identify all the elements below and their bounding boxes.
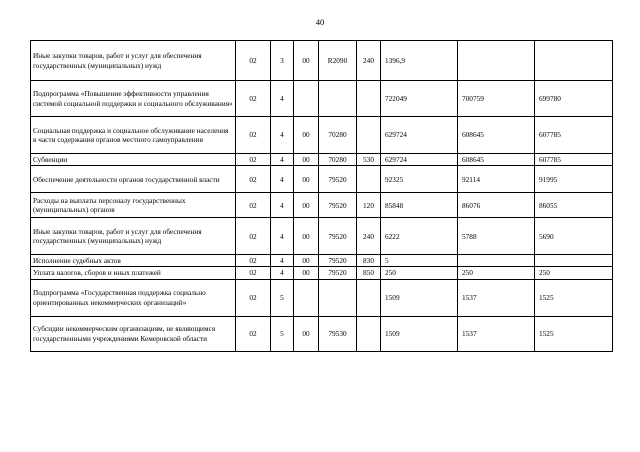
table-row <box>31 316 613 351</box>
amount-year-3: 607785 <box>535 154 613 166</box>
amount-year-2: 92114 <box>458 166 535 193</box>
amount-year-3: 699780 <box>535 81 613 117</box>
amount-year-1: 5 <box>381 255 458 267</box>
table-row <box>31 279 613 316</box>
amount-year-2 <box>458 255 535 267</box>
code-direction: 70280 <box>319 117 357 154</box>
code-expense-type: 830 <box>357 255 381 267</box>
amount-year-3: 91995 <box>535 166 613 193</box>
code-expense-type <box>357 81 381 117</box>
row-name: Иные закупки товаров, работ и услуг для обеспечения государственных (муниципальных) нужд <box>31 41 236 81</box>
amount-year-2: 86076 <box>458 193 535 218</box>
code-subprogram: 4 <box>271 154 294 166</box>
amount-year-3 <box>535 41 613 81</box>
code-expense-type <box>357 316 381 351</box>
code-expense-type: 530 <box>357 154 381 166</box>
amount-year-2: 250 <box>458 267 535 279</box>
code-direction: R2090 <box>319 41 357 81</box>
amount-year-3 <box>535 255 613 267</box>
code-main-event: 00 <box>294 41 319 81</box>
amount-year-3: 86055 <box>535 193 613 218</box>
row-name: Подпрограмма «Повышение эффективности управления системой социальной поддержки и социального обслуживания» <box>31 81 236 117</box>
code-section: 02 <box>236 218 271 255</box>
code-direction: 79520 <box>319 267 357 279</box>
code-expense-type <box>357 279 381 316</box>
amount-year-1: 722049 <box>381 81 458 117</box>
row-name: Уплата налогов, сборов и иных платежей <box>31 267 236 279</box>
row-name: Социальная поддержка и социальное обслуживание населения в части содержания органов местного самоуправления <box>31 117 236 154</box>
code-direction: 79520 <box>319 166 357 193</box>
code-section: 02 <box>236 279 271 316</box>
amount-year-2 <box>458 41 535 81</box>
amount-year-2: 700759 <box>458 81 535 117</box>
amount-year-1: 6222 <box>381 218 458 255</box>
code-section: 02 <box>236 166 271 193</box>
code-expense-type: 850 <box>357 267 381 279</box>
code-main-event <box>294 279 319 316</box>
code-section: 02 <box>236 154 271 166</box>
code-subprogram: 4 <box>271 81 294 117</box>
code-main-event: 00 <box>294 316 319 351</box>
code-expense-type <box>357 166 381 193</box>
table-row <box>31 267 613 279</box>
code-section: 02 <box>236 117 271 154</box>
amount-year-1: 92325 <box>381 166 458 193</box>
code-main-event <box>294 81 319 117</box>
code-direction <box>319 81 357 117</box>
code-subprogram: 5 <box>271 316 294 351</box>
table-row <box>31 255 613 267</box>
amount-year-1: 85848 <box>381 193 458 218</box>
amount-year-1: 250 <box>381 267 458 279</box>
code-main-event: 00 <box>294 166 319 193</box>
code-subprogram: 3 <box>271 41 294 81</box>
table-row <box>31 117 613 154</box>
table-row <box>31 41 613 81</box>
row-name: Исполнение судебных актов <box>31 255 236 267</box>
code-direction: 79520 <box>319 218 357 255</box>
row-name: Субвенции <box>31 154 236 166</box>
row-name: Подпрограмма «Государственная поддержка социально ориентированных некоммерческих организаций» <box>31 279 236 316</box>
table-row <box>31 154 613 166</box>
code-section: 02 <box>236 316 271 351</box>
code-main-event: 00 <box>294 154 319 166</box>
amount-year-3: 607785 <box>535 117 613 154</box>
amount-year-2: 1537 <box>458 279 535 316</box>
amount-year-1: 629724 <box>381 154 458 166</box>
amount-year-3: 250 <box>535 267 613 279</box>
amount-year-1: 1509 <box>381 316 458 351</box>
table-row <box>31 218 613 255</box>
code-subprogram: 4 <box>271 255 294 267</box>
row-name: Иные закупки товаров, работ и услуг для обеспечения государственных (муниципальных) нужд <box>31 218 236 255</box>
code-direction: 79520 <box>319 255 357 267</box>
amount-year-2: 608645 <box>458 154 535 166</box>
code-subprogram: 4 <box>271 218 294 255</box>
page-number: 40 <box>315 17 325 27</box>
code-expense-type <box>357 117 381 154</box>
code-section: 02 <box>236 81 271 117</box>
code-section: 02 <box>236 41 271 81</box>
amount-year-3: 1525 <box>535 316 613 351</box>
amount-year-3: 5690 <box>535 218 613 255</box>
code-main-event: 00 <box>294 117 319 154</box>
code-direction: 79530 <box>319 316 357 351</box>
code-direction: 79520 <box>319 193 357 218</box>
code-subprogram: 4 <box>271 166 294 193</box>
budget-table-body <box>31 41 613 352</box>
code-subprogram: 5 <box>271 279 294 316</box>
code-section: 02 <box>236 193 271 218</box>
table-row <box>31 81 613 117</box>
code-main-event: 00 <box>294 218 319 255</box>
code-subprogram: 4 <box>271 193 294 218</box>
code-main-event: 00 <box>294 267 319 279</box>
code-subprogram: 4 <box>271 117 294 154</box>
code-section: 02 <box>236 255 271 267</box>
code-expense-type: 240 <box>357 218 381 255</box>
row-name: Расходы на выплаты персоналу государственных (муниципальных) органов <box>31 193 236 218</box>
code-direction: 70280 <box>319 154 357 166</box>
amount-year-1: 629724 <box>381 117 458 154</box>
row-name: Обеспечение деятельности органов государственной власти <box>31 166 236 193</box>
amount-year-1: 1509 <box>381 279 458 316</box>
amount-year-2: 1537 <box>458 316 535 351</box>
row-name: Субсидии некоммерческим организациям, не являющимся государственными учреждениями Кемеровской области <box>31 316 236 351</box>
budget-table <box>30 40 613 352</box>
amount-year-3: 1525 <box>535 279 613 316</box>
amount-year-2: 608645 <box>458 117 535 154</box>
code-direction <box>319 279 357 316</box>
code-section: 02 <box>236 267 271 279</box>
table-row <box>31 193 613 218</box>
amount-year-2: 5788 <box>458 218 535 255</box>
code-main-event: 00 <box>294 193 319 218</box>
code-main-event: 00 <box>294 255 319 267</box>
code-subprogram: 4 <box>271 267 294 279</box>
amount-year-1: 1396,9 <box>381 41 458 81</box>
code-expense-type: 120 <box>357 193 381 218</box>
code-expense-type: 240 <box>357 41 381 81</box>
table-row <box>31 166 613 193</box>
